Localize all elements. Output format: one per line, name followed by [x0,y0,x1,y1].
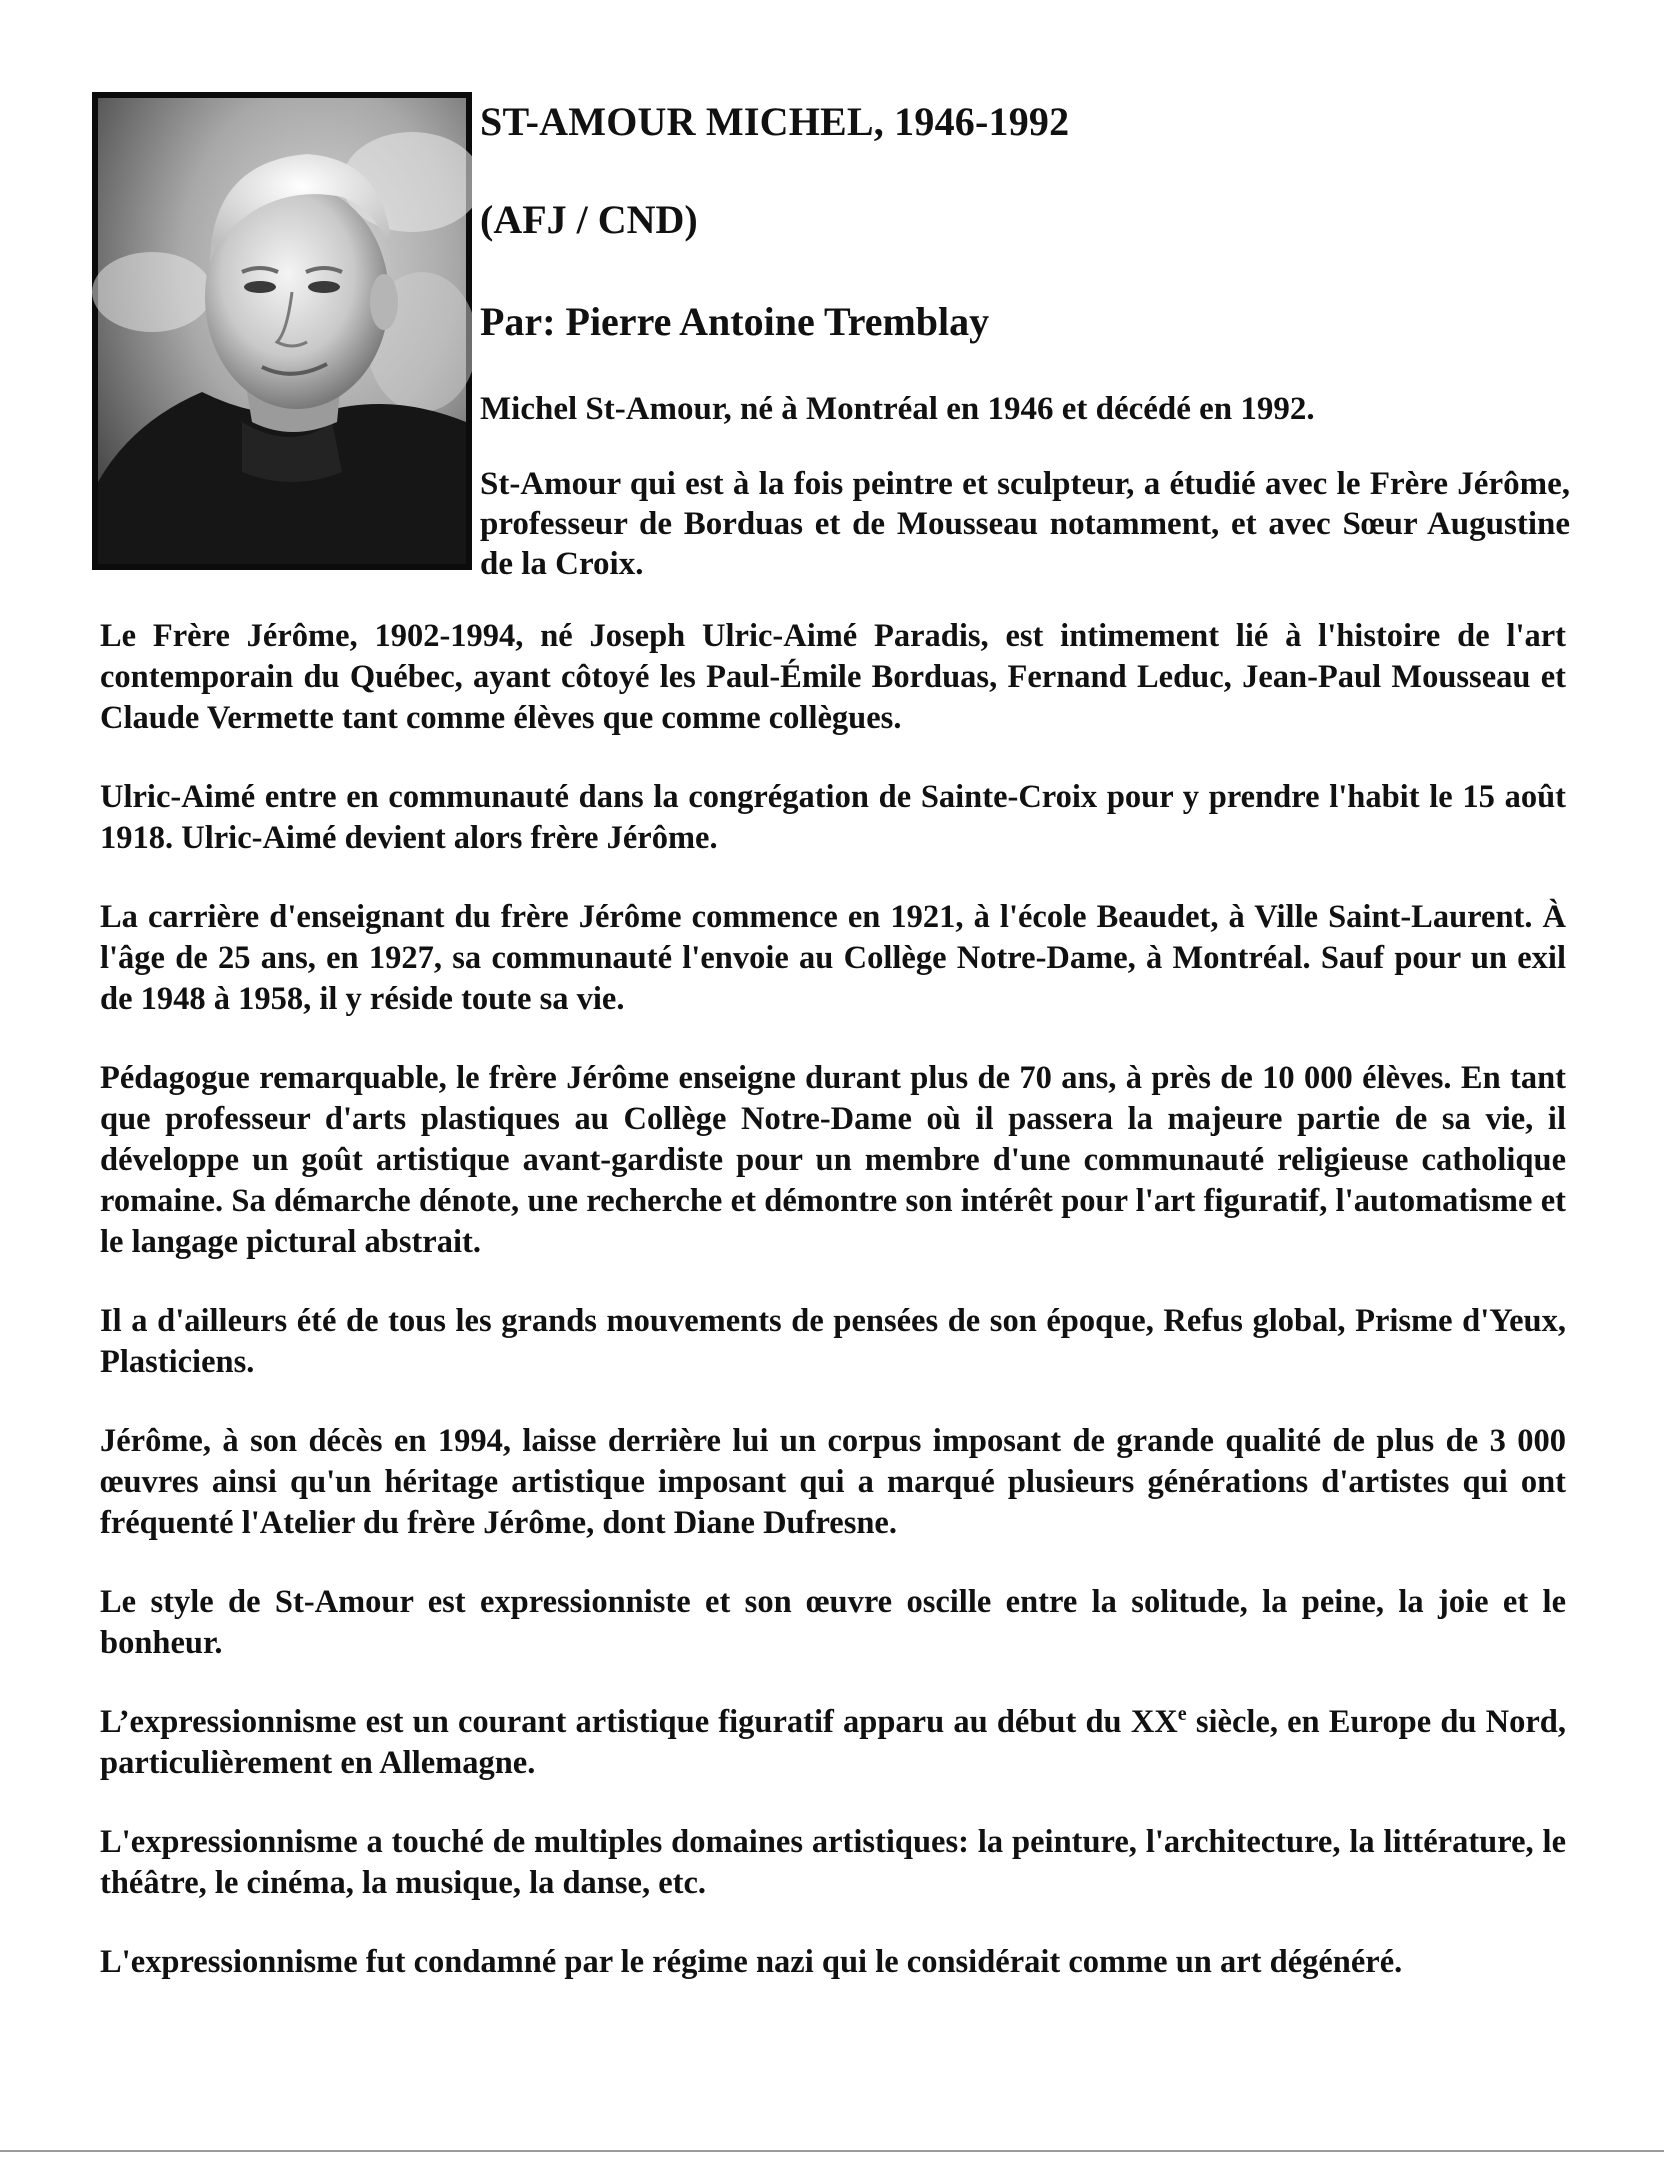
paragraph-expressionism-condemned: L'expressionnisme fut condamné par le régime nazi qui le considérait comme un art dégénéré. [100,1944,1403,1980]
portrait-image [92,92,472,570]
page-title: ST-AMOUR MICHEL, 1946-1992 [480,99,1070,144]
page-bottom-divider [0,2150,1664,2152]
paragraph-congregation: Ulric-Aimé entre en communauté dans la congrégation de Sainte-Croix pour y prendre l'habit le 15 août 1918. Ulric-Aimé devient alors frère Jérôme. [100,779,1566,856]
paragraph-career: La carrière d'enseignant du frère Jérôme commence en 1921, à l'école Beaudet, à Ville Saint-Laurent. À l'âge de 25 ans, en 1927, sa communauté l'envoie au Collège Notre-Dame, à Montréal. Sauf pour un exil de 1948 à 1958, il y réside toute sa vie. [100,899,1566,1017]
paragraph-frere-jerome: Le Frère Jérôme, 1902-1994, né Joseph Ulric-Aimé Paradis, est intimement lié à l'histoire de l'art contemporain du Québec, ayant côtoyé les Paul-Émile Borduas, Fernand Leduc, Jean-Paul Mousseau et Claude Vermette tant comme élèves que comme collègues. [100,618,1566,736]
paragraph-style: Le style de St-Amour est expressionniste et son œuvre oscille entre la solitude, la peine, la joie et le bonheur. [100,1584,1566,1661]
century-superscript: e [1177,1703,1187,1726]
header-block [480,92,1570,584]
expressionism-text-before: L’expressionnisme est un courant artistique figuratif apparu au début du XX [100,1704,1178,1740]
paragraph-expressionism-definition [100,1702,1566,1784]
birth-death-paragraph: Michel St-Amour, né à Montréal en 1946 et décédé en 1992. [480,391,1315,427]
artist-portrait-photo [92,92,472,570]
studies-paragraph: St-Amour qui est à la fois peintre et sculpteur, a étudié avec le Frère Jérôme, professeur de Borduas et de Mousseau notamment, et avec Sœur Augustine de la Croix. [480,466,1570,582]
expressionism-text-after: siècle, en Europe du Nord, particulièrement en Allemagne. [100,1704,1566,1781]
collection-codes: (AFJ / CND) [480,197,698,242]
paragraph-legacy: Jérôme, à son décès en 1994, laisse derrière lui un corpus imposant de grande qualité de plus de 3 000 œuvres ainsi qu'un héritage artistique imposant qui a marqué plusieurs générations d'artistes qui ont fréquenté l'Atelier du frère Jérôme, dont Diane Dufresne. [100,1423,1566,1541]
body-text [100,616,1566,2021]
author-line: Par: Pierre Antoine Tremblay [480,299,990,344]
paragraph-expressionism-domains: L'expressionnisme a touché de multiples domaines artistiques: la peinture, l'architecture, la littérature, le théâtre, le cinéma, la musique, la danse, etc. [100,1824,1566,1901]
paragraph-pedagogue: Pédagogue remarquable, le frère Jérôme enseigne durant plus de 70 ans, à près de 10 000 élèves. En tant que professeur d'arts plastiques au Collège Notre-Dame où il passera la majeure partie de sa vie, il développe un goût artistique avant-gardiste pour un membre d'une communauté religieuse catholique romaine. Sa démarche dénote, une recherche et démontre son intérêt pour l'art figuratif, l'automatisme et le langage pictural abstrait. [100,1060,1566,1260]
paragraph-movements: Il a d'ailleurs été de tous les grands mouvements de pensées de son époque, Refus global, Prisme d'Yeux, Plasticiens. [100,1303,1566,1380]
